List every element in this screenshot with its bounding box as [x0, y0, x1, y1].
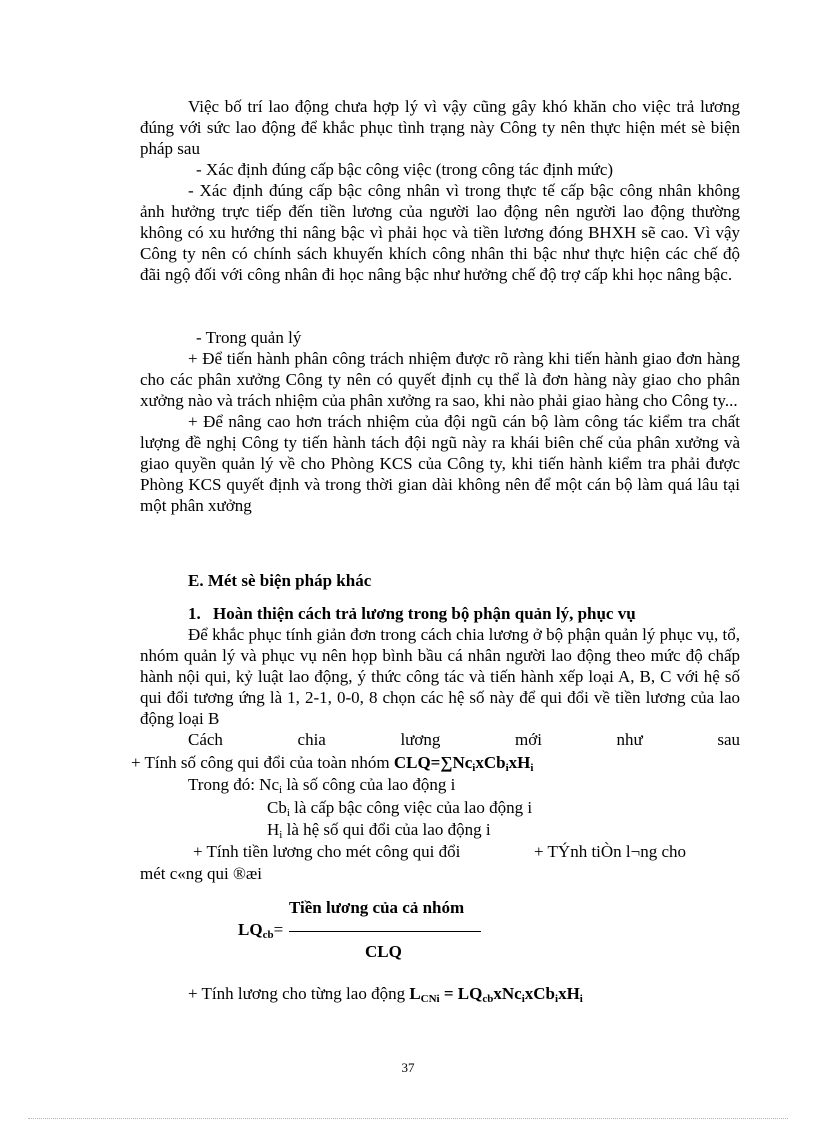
spread-word: như [616, 730, 643, 749]
fraction-lhs: $LQ_{cb}=$ [238, 920, 284, 941]
where-symbol-nc: $Nc_i$ [259, 775, 283, 796]
bullet-job-level: - Xác định đúng cấp bậc công việc (trong công tác định mức) [196, 160, 614, 179]
spread-word: mới [514, 730, 542, 749]
where-text-nc: là số công của lao động i [286, 775, 456, 794]
intro-paragraph: Việc bố trí lao động chưa hợp lý vì vậy cũng gây khó khăn cho việc trả lương đúng với sức lao động để khắc phục tình trạng này Công ty nên thực hiện mét sè biện pháp sau [140, 97, 740, 158]
formula-clq-line [131, 752, 533, 773]
spread-word: Cách [188, 730, 223, 749]
footer-divider [28, 1118, 788, 1119]
spread-line [188, 729, 740, 750]
where-symbol-h: $H_i$ [267, 820, 283, 841]
subsection-number: 1. [188, 604, 201, 623]
bullet-worker-level: - Xác định đúng cấp bậc công nhân vì trong thực tế cấp bậc công nhân không ảnh hưởng trực tiếp đến tiền lương của người lao động nên người lao động thường không có xu hướng thi nâng bậc vì phải học và tiền lương đóng BHXH sẽ cao. Vì vậy Công ty nên có chính sách khuyến khích công nhân thi bậc như thực hiện các chế độ đãi ngộ đối với công nhân đi học nâng bậc như hưởng chế độ trợ cấp khi học nâng bậc. [140, 181, 740, 284]
formula-lcn: $L_{CNi} = LQ_{cb}xNc_ixCb_ixH_i$ [409, 984, 583, 1005]
where-text-cb: là cấp bậc công việc của lao động i [294, 798, 533, 817]
page-number: 37 [401, 1060, 415, 1075]
formula-clq-text: + Tính số công qui đổi của toàn nhóm [131, 753, 390, 772]
calc-left-text: + Tính tiền lương cho mét công qui đổi [193, 842, 461, 861]
salary-method-paragraph: Để khắc phục tính giản đơn trong cách chia lương ở bộ phận quản lý phục vụ, tổ, nhóm quản lý và phục vụ nên họp bình bầu cá nhân người lao động theo mức độ chấp hành nội qui, kỷ luật lao động, ý thức công tác và tiến hành xếp loại A, B, C với hệ số qui đổi tương ứng là 1, 2-1, 0-0, 8 chọn các hệ số này để qui đổi về tiền lương của lao động loại B [140, 625, 740, 728]
spread-word: chia [297, 730, 326, 749]
where-text-h: là hệ số qui đổi của lao động i [286, 820, 491, 839]
formula-lcn-text: + Tính lương cho từng lao động [188, 984, 406, 1003]
formula-clq: $CLQ=\sum Nc_ixCb_ixH_i$ [393, 753, 534, 774]
spread-word: sau [717, 730, 740, 749]
fraction-bar [289, 931, 481, 932]
fraction-numerator: Tiền lương của cả nhóm [289, 898, 465, 917]
subsection-1-heading [188, 603, 636, 624]
calc-right-text: + TÝnh tiÒn l¬ng cho [534, 842, 687, 861]
section-e-heading: E. Mét sè biện pháp khác [188, 571, 372, 590]
paragraph-block-2 [140, 327, 740, 516]
where-line-1 [188, 774, 455, 795]
paragraph-block-1 [140, 96, 740, 285]
fraction-denominator: CLQ [365, 942, 402, 961]
subsection-title: Hoàn thiện cách trả lương trong bộ phận quản lý, phục vụ [213, 604, 636, 623]
where-lead: Trong đó: [188, 775, 255, 794]
management-item-2: + Để nâng cao hơn trách nhiệm của đội ngũ cán bộ làm công tác kiểm tra chất lượng đề nghị Công ty tiến hành tách đội ngũ này ra khái biên chế của phân xưởng và giao quyền quản lý về cho Phòng KCS của Công ty, khi tiến hành kiểm tra phải được Phòng KCS quyết định và trong thời gian dài không nên để một cán bộ làm quá lâu tại một phân xưởng [140, 412, 740, 515]
management-item-1: + Để tiến hành phân công trách nhiệm được rõ ràng khi tiến hành giao đơn hàng cho các phân xưởng Công ty nên có quyết định cụ thể là đơn hàng này giao cho phân xưởng nào và trách nhiệm của phân xưởng ra sao, khi nào phải giao hàng cho Công ty... [140, 349, 740, 410]
management-heading: - Trong quản lý [196, 328, 302, 347]
formula-lcn-line [188, 983, 583, 1004]
calc-line-2: mét c«ng qui ®æi [140, 864, 262, 883]
where-line-2 [267, 797, 532, 818]
where-line-3 [267, 819, 491, 840]
spread-word: lương [400, 730, 441, 749]
where-symbol-cb: $Cb_i$ [267, 798, 290, 819]
paragraph-block-3 [140, 624, 740, 729]
